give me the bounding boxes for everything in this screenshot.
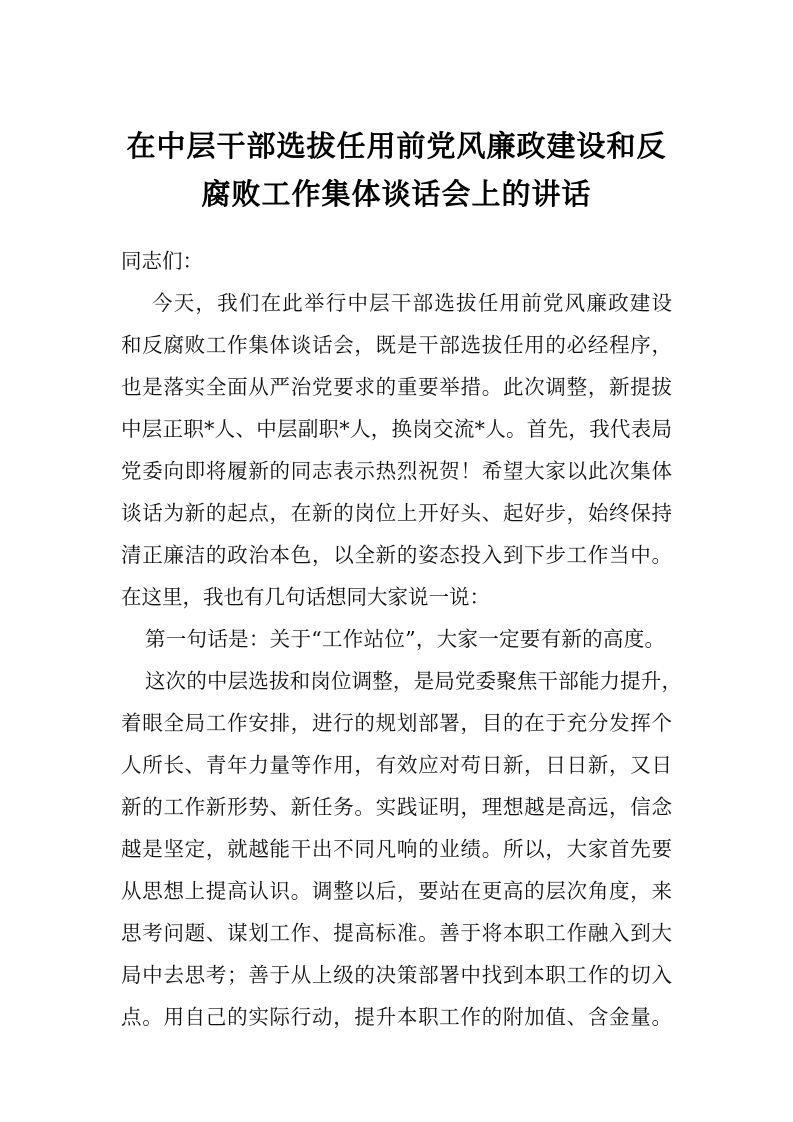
paragraph-line: 新的工作新形势、新任务。实践证明，理想越是高远，信念 bbox=[121, 795, 672, 819]
document-title-line-2: 腐败工作集体谈话会上的讲话 bbox=[201, 177, 592, 211]
paragraph-line: 局中去思考；善于从上级的决策部署中找到本职工作的切入 bbox=[121, 963, 672, 987]
paragraph-line: 党委向即将履新的同志表示热烈祝贺！希望大家以此次集体 bbox=[121, 459, 672, 483]
paragraph-line: 谈话为新的起点，在新的岗位上开好头、起好步，始终保持 bbox=[121, 501, 672, 525]
paragraph-line: 中层正职*人、中层副职*人，换岗交流*人。首先，我代表局 bbox=[121, 417, 672, 441]
paragraph-line: 从思想上提高认识。调整以后，要站在更高的层次角度，来 bbox=[121, 879, 672, 903]
paragraph-line: 思考问题、谋划工作、提高标准。善于将本职工作融入到大 bbox=[121, 921, 672, 945]
paragraph-line: 这次的中层选拔和岗位调整，是局党委聚焦干部能力提升， bbox=[145, 669, 682, 693]
paragraph-line: 和反腐败工作集体谈话会，既是干部选拔任用的必经程序， bbox=[121, 333, 672, 357]
paragraph-line: 点。用自己的实际行动，提升本职工作的附加值、含金量。 bbox=[121, 1005, 672, 1029]
paragraph-line: 在这里，我也有几句话想同大家说一说： bbox=[121, 585, 490, 609]
paragraph-line: 越是坚定，就越能干出不同凡响的业绩。所以，大家首先要 bbox=[121, 837, 672, 861]
paragraph-line: 也是落实全面从严治党要求的重要举措。此次调整，新提拔 bbox=[121, 375, 672, 399]
salutation: 同志们： bbox=[121, 249, 203, 273]
section-heading: 第一句话是：关于“工作站位”，大家一定要有新的高度。 bbox=[145, 627, 665, 651]
paragraph-line: 着眼全局工作安排，进行的规划部署，目的在于充分发挥个 bbox=[121, 711, 672, 735]
paragraph-line: 今天，我们在此举行中层干部选拔任用前党风廉政建设 bbox=[152, 291, 672, 315]
document-title-line-1: 在中层干部选拔任用前党风廉政建设和反 bbox=[126, 129, 667, 163]
paragraph-line: 人所长、青年力量等作用，有效应对苟日新，日日新，又日 bbox=[121, 753, 672, 777]
paragraph-line: 清正廉洁的政治本色，以全新的姿态投入到下步工作当中。 bbox=[121, 543, 672, 567]
